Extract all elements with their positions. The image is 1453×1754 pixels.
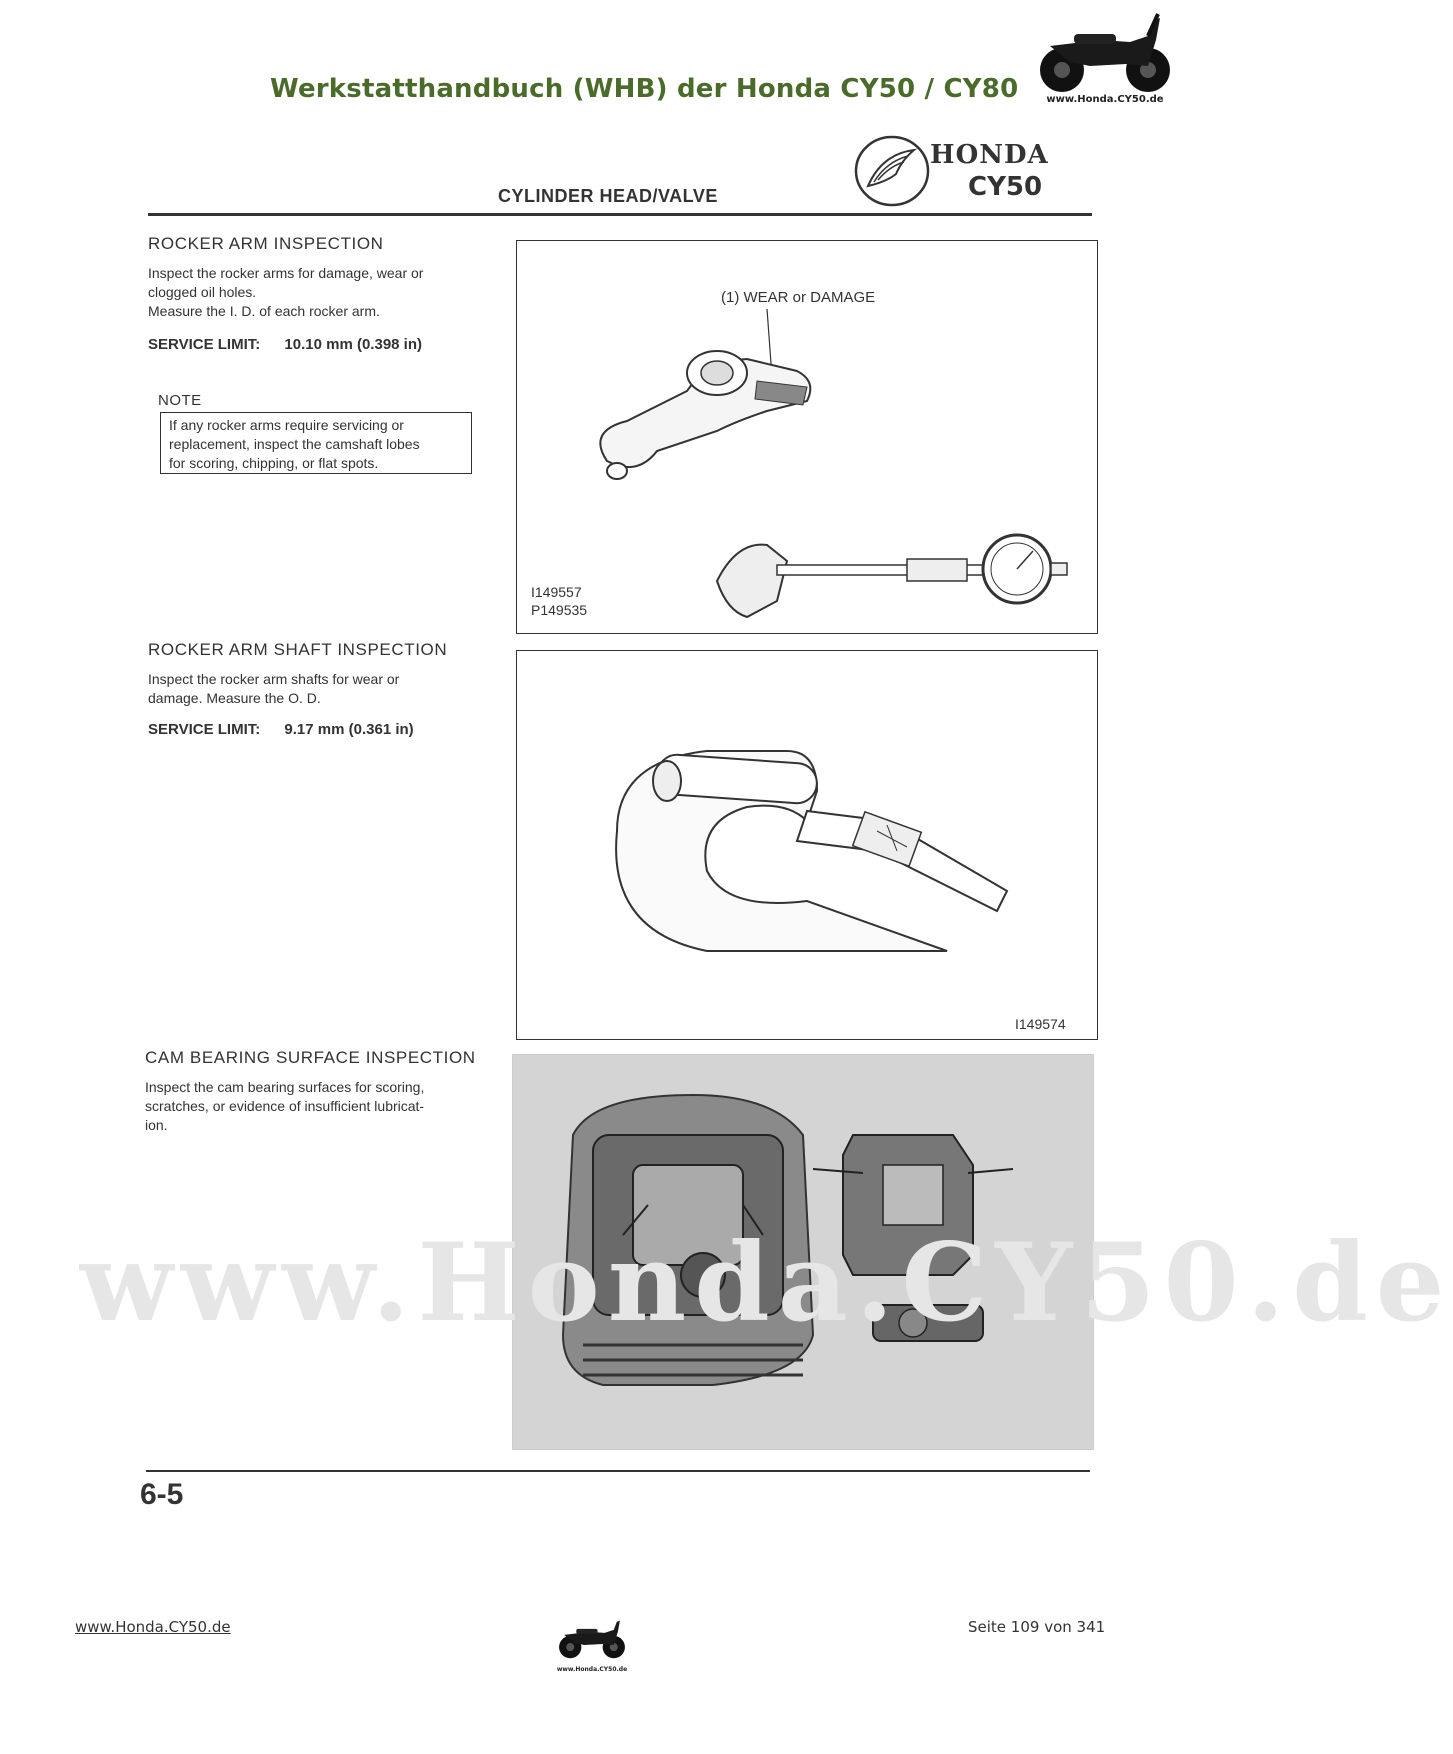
- footer-page-counter: Seite 109 von 341: [968, 1618, 1106, 1636]
- note-label: NOTE: [158, 392, 202, 409]
- rocker-arm-figure: [516, 240, 1098, 634]
- figure-code-line: I149557: [531, 584, 582, 600]
- service-limit-value: 10.10 mm (0.398 in): [284, 336, 422, 353]
- rocker-shaft-text-line: damage. Measure the O. D.: [148, 690, 321, 706]
- rocker-arm-text: [148, 264, 498, 321]
- rocker-arm-text-line: Measure the I. D. of each rocker arm.: [148, 303, 380, 319]
- rocker-arm-illustration: [567, 301, 847, 491]
- service-limit-label: SERVICE LIMIT:: [148, 336, 261, 353]
- rocker-arm-heading: ROCKER ARM INSPECTION: [148, 234, 384, 253]
- motorcycle-logo-icon: [554, 1612, 630, 1670]
- honda-brand: HONDA: [930, 140, 1049, 170]
- watermark: www.Honda.CY50.de: [80, 1220, 1453, 1346]
- rocker-shaft-figure: [516, 650, 1098, 1040]
- cam-bearing-text-line: scratches, or evidence of insufficient lubricat-: [145, 1098, 425, 1114]
- figure-code: I149574: [1015, 1016, 1066, 1032]
- note-line: If any rocker arms require servicing or: [169, 417, 404, 433]
- figure-code-line: P149535: [531, 602, 588, 618]
- wear-damage-callout: (1) WEAR or DAMAGE: [721, 289, 876, 306]
- rocker-arm-text-line: clogged oil holes.: [148, 284, 257, 300]
- rocker-shaft-heading: ROCKER ARM SHAFT INSPECTION: [148, 640, 448, 659]
- rocker-arm-text-line: Inspect the rocker arms for damage, wear or: [148, 265, 424, 281]
- dial-bore-gauge-illustration: [707, 521, 1087, 631]
- note-box: [160, 412, 472, 474]
- footer-link[interactable]: www.Honda.CY50.de: [75, 1618, 231, 1636]
- rocker-arm-service-limit: [148, 336, 422, 353]
- honda-wing-badge-icon: [852, 134, 932, 208]
- rocker-shaft-text-line: Inspect the rocker arm shafts for wear or: [148, 671, 400, 687]
- logo-url: www.Honda.CY50.de: [1046, 94, 1164, 105]
- note-line: replacement, inspect the camshaft lobes: [169, 436, 420, 452]
- figure-code: [531, 583, 587, 619]
- honda-model: CY50: [968, 172, 1043, 202]
- page-number: 6-5: [140, 1478, 184, 1511]
- header-rule: [148, 213, 1092, 216]
- cam-bearing-text-line: Inspect the cam bearing surfaces for scoring,: [145, 1079, 425, 1095]
- cam-bearing-heading: CAM BEARING SURFACE INSPECTION: [145, 1048, 476, 1067]
- document-title: Werkstatthandbuch (WHB) der Honda CY50 / CY80: [270, 74, 1019, 104]
- cam-bearing-text: [145, 1078, 505, 1135]
- bottom-rule: [146, 1470, 1090, 1472]
- rocker-shaft-service-limit: [148, 721, 414, 738]
- micrometer-illustration: [587, 711, 1067, 951]
- footer-logo-url: www.Honda.CY50.de: [556, 1666, 628, 1673]
- section-title: CYLINDER HEAD/VALVE: [498, 186, 718, 206]
- service-limit-value: 9.17 mm (0.361 in): [284, 721, 414, 738]
- service-limit-label: SERVICE LIMIT:: [148, 721, 261, 738]
- rocker-shaft-text: [148, 670, 498, 708]
- note-line: for scoring, chipping, or flat spots.: [169, 455, 379, 471]
- cam-bearing-text-line: ion.: [145, 1117, 168, 1133]
